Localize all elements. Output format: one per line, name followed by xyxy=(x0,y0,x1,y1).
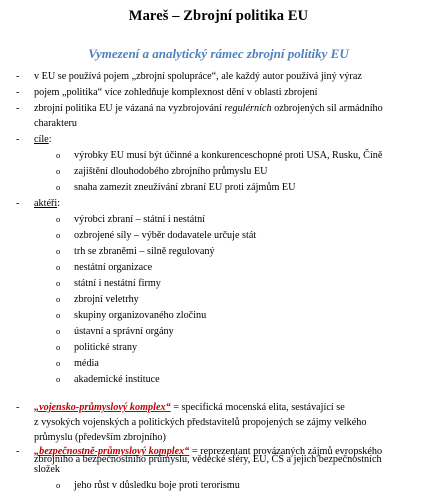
dash-marker: - xyxy=(16,87,20,98)
complex-1-definition-start: = specifická mocenská elita, sestávající se xyxy=(170,402,345,413)
bullet-marker: o xyxy=(56,310,61,320)
dash-marker: - xyxy=(16,71,20,82)
actor-item: trh se zbraněmi – silně regulovaný xyxy=(74,246,215,257)
actors-heading xyxy=(34,196,60,211)
complex-2-line-2: zbrojního a bezpečnostního průmyslu, vědecké sféry, EU, ČS a jejich bezpečnostních xyxy=(34,454,382,465)
actor-item: skupiny organizovaného zločinu xyxy=(74,310,207,321)
actor-item: akademické instituce xyxy=(74,374,160,385)
complex-2-sub-item: jeho růst v důsledku boje proti terorismu xyxy=(74,480,240,491)
intro-line-2: pojem „politika“ více zohledňuje komplexnost dění v oblasti zbrojení xyxy=(34,87,318,98)
bullet-marker: o xyxy=(56,294,61,304)
intro-line-3-continued: charakteru xyxy=(34,118,77,129)
dash-marker: - xyxy=(16,402,20,413)
bullet-marker: o xyxy=(56,374,61,384)
actors-label: aktéři xyxy=(34,198,58,209)
complex-2-line-3: složek xyxy=(34,464,61,475)
actor-item: ústavní a správní orgány xyxy=(74,326,174,337)
actor-item: politické strany xyxy=(74,342,138,353)
bullet-marker: o xyxy=(56,326,61,336)
actor-item: ozbrojené síly – výběr dodavatele určuje stát xyxy=(74,230,257,241)
bullet-marker: o xyxy=(56,358,61,368)
section-subtitle: Vymezení a analytický rámec zbrojní politiky EU xyxy=(88,46,349,61)
intro-line-3-start: zbrojní politika EU je vázaná na vyzbrojování xyxy=(34,103,225,114)
bullet-marker: o xyxy=(56,214,61,224)
complex-1-line-3: průmyslu (především zbrojního) xyxy=(34,432,166,443)
dash-marker: - xyxy=(16,446,20,457)
complex-2-definition-start: = reprezentant provázaných zájmů evropského xyxy=(189,446,383,457)
bullet-marker: o xyxy=(56,230,61,240)
bullet-marker: o xyxy=(56,262,61,272)
goals-colon: : xyxy=(48,134,52,145)
actors-colon: : xyxy=(57,198,61,209)
actor-item: státní i nestátní firmy xyxy=(74,278,161,289)
goal-item: snaha zamezit zneužívání zbraní EU proti zájmům EU xyxy=(74,182,296,193)
actor-item: nestátní organizace xyxy=(74,262,153,273)
bullet-marker: o xyxy=(56,150,61,160)
intro-line-1: v EU se používá pojem „zbrojní spolupráce“, ale každý autor používá jiný výraz xyxy=(34,71,362,82)
goal-item: zajištění dlouhodobého zbrojního průmyslu EU xyxy=(74,166,268,177)
bullet-marker: o xyxy=(56,182,61,192)
goals-heading xyxy=(34,132,52,147)
emphasis-regular: regulérních xyxy=(224,103,272,114)
bullet-marker: o xyxy=(56,480,61,490)
term-military-industrial-complex: „vojensko-průmyslový komplex“ xyxy=(34,402,171,413)
goal-item: výrobky EU musí být účinné a konkurenceschopné proti USA, Rusku, Číně xyxy=(74,150,383,161)
dash-marker: - xyxy=(16,103,20,114)
bullet-marker: o xyxy=(56,278,61,288)
bullet-marker: o xyxy=(56,166,61,176)
bullet-marker: o xyxy=(56,246,61,256)
dash-marker: - xyxy=(16,198,20,209)
bullet-marker: o xyxy=(56,342,61,352)
actor-item: zbrojní veletrhy xyxy=(74,294,139,305)
intro-line-3 xyxy=(34,101,383,116)
complex-1-line-2: z vysokých vojenských a politických představitelů propojených se zájmy velkého xyxy=(34,417,367,428)
intro-line-3-end: ozbrojených sil armádního xyxy=(271,103,383,114)
term-security-industrial-complex: „bezpečnostně-průmyslový komplex“ xyxy=(34,446,190,457)
dash-marker: - xyxy=(16,134,20,145)
goals-label: cíle xyxy=(34,134,49,145)
actor-item: výrobci zbraní – státní i nestátní xyxy=(74,214,205,225)
page-title: Mareš – Zbrojní politika EU xyxy=(128,8,309,24)
complex-1-line-1 xyxy=(34,400,345,415)
actor-item: média xyxy=(74,358,99,369)
